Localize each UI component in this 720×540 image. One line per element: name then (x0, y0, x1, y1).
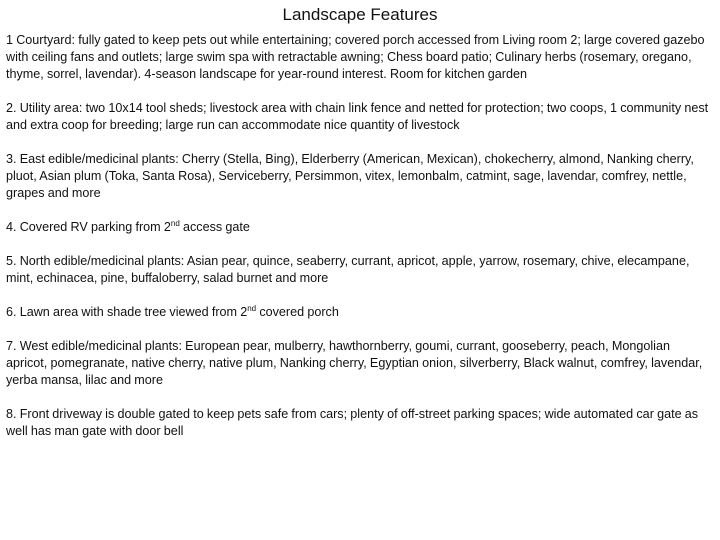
feature-item-6-text-end: covered porch (256, 305, 339, 319)
feature-item-4-text-end: access gate (179, 220, 250, 234)
feature-item-3: 3. East edible/medicinal plants: Cherry (Stella, Bing), Elderberry (American, Mexican), chokecherry, almond, Nanking cherry, pluot, Asian plum (Toka, Santa Rosa), Serviceberry, Persimmon, vitex, lemonbalm, catmint, sage, lavendar, comfrey, nettle, grapes and more (6, 152, 694, 200)
feature-item-4-text: 4. Covered RV parking from 2 (6, 220, 171, 234)
feature-item-4 (6, 219, 714, 236)
feature-list (6, 32, 714, 457)
feature-item-2: 2. Utility area: two 10x14 tool sheds; livestock area with chain link fence and netted for protection; two coops, 1 community nest and extra coop for breeding; large run can accommodate nice quantity of livestock (6, 101, 709, 132)
feature-item-7: 7. West edible/medicinal plants: European pear, mulberry, hawthornberry, goumi, currant, gooseberry, peach, Mongolian apricot, pomegranate, native cherry, native plum, Nanking cherry, Egyptian onion, silverberry, Black walnut, comfrey, lavendar, yerba mansa, lilac and more (6, 339, 703, 387)
page-title: Landscape Features (282, 5, 438, 24)
feature-item-6-text: 6. Lawn area with shade tree viewed from 2 (6, 305, 248, 319)
feature-item-1: 1 Courtyard: fully gated to keep pets out while entertaining; covered porch accessed from Living room 2; large covered gazebo with ceiling fans and outlets; large swim spa with retractable awning; Chess board patio; Culinary herbs (rosemary, oregano, thyme, sorrel, lavendar). 4-season landscape for year-round interest. Room for kitchen garden (6, 33, 705, 81)
ordinal-suffix: nd (170, 218, 180, 228)
feature-item-8: 8. Front driveway is double gated to keep pets safe from cars; plenty of off-street parking spaces; wide automated car gate as well has man gate with door bell (6, 407, 699, 438)
feature-item-6 (6, 304, 714, 321)
ordinal-suffix: nd (247, 303, 257, 313)
feature-item-5: 5. North edible/medicinal plants: Asian pear, quince, seaberry, currant, apricot, apple, yarrow, rosemary, chive, elecampane, mint, echinacea, pine, buffaloberry, salad burnet and more (6, 254, 690, 285)
